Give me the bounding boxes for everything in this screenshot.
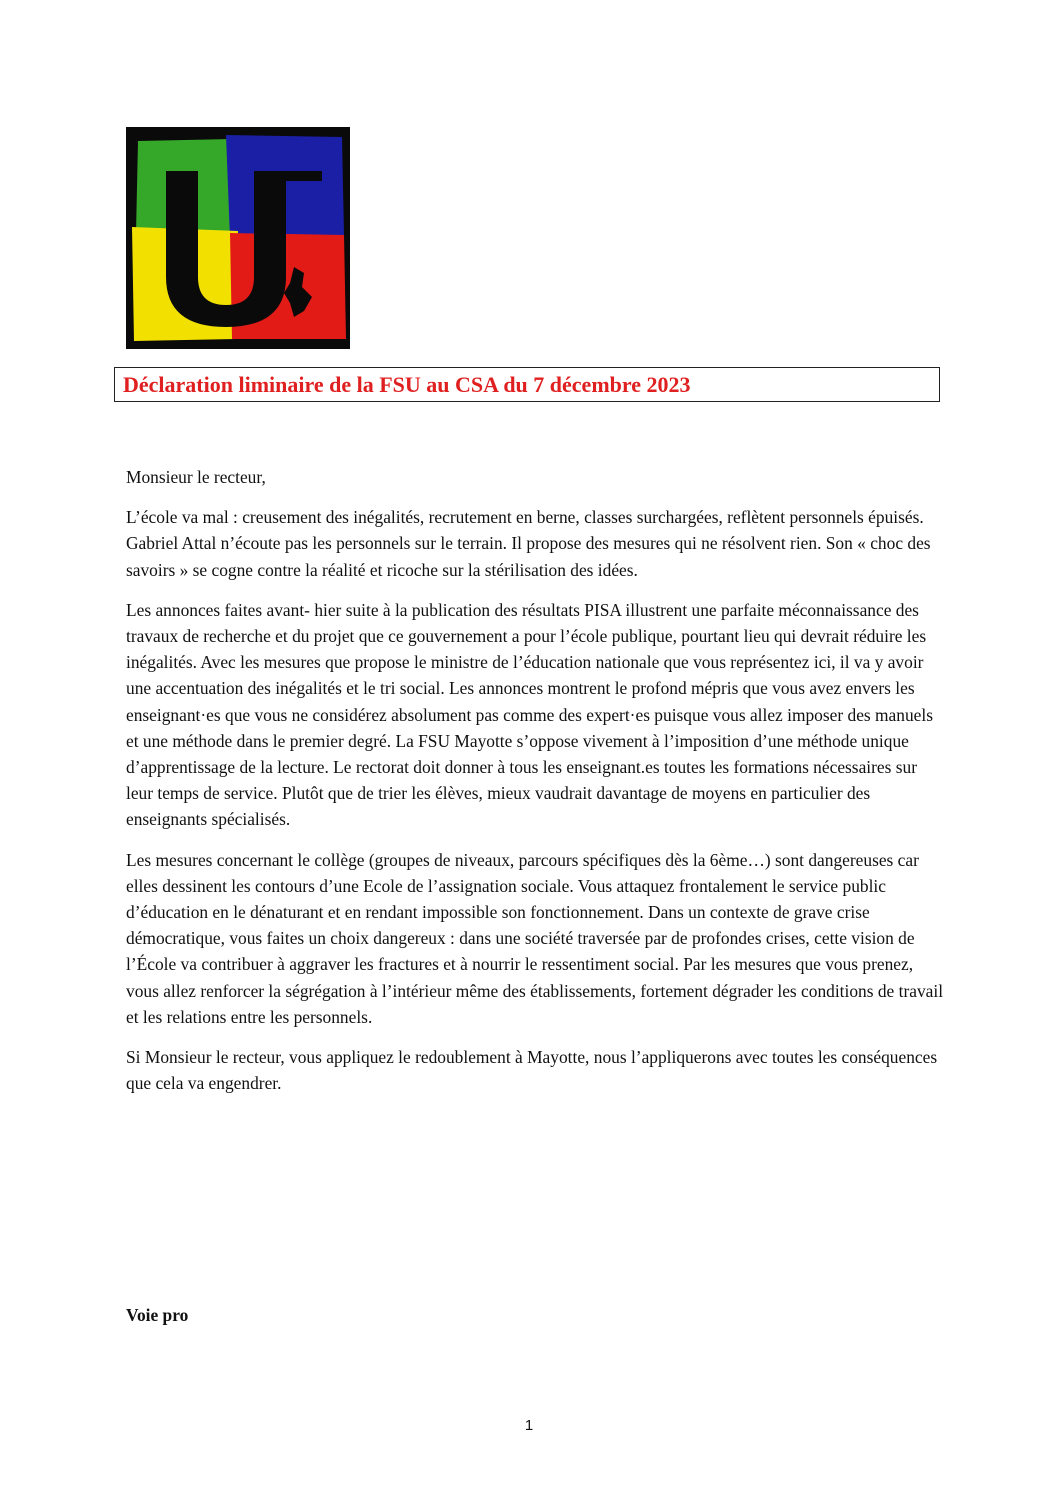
page-number: 1 [524, 1417, 534, 1434]
logo-text: Mayotte [166, 193, 191, 277]
declaration-body [126, 464, 946, 1110]
document-title: Déclaration liminaire de la FSU au CSA du 7 décembre 2023 [123, 372, 691, 397]
fsu-mayotte-logo [126, 127, 350, 349]
salutation: Monsieur le recteur, [126, 467, 266, 487]
logo-graphic [126, 127, 350, 349]
paragraph-1: L’école va mal : creusement des inégalités, recrutement en berne, classes surchargées, reflètent personnels épuisés. Gabriel Attal n’écoute pas les personnels sur le terrain. Il propose des mesures qui ne résolvent rien. Son « choc des savoirs » se cogne contre la réalité et ricoche sur la stérilisation des idées. [126, 507, 931, 580]
section-heading-voie-pro: Voie pro [126, 1305, 189, 1325]
title-box [114, 367, 940, 402]
paragraph-2: Les annonces faites avant- hier suite à la publication des résultats PISA illustrent une parfaite méconnaissance des travaux de recherche et du projet que ce gouvernement a pour l’école publique, pourtant lieu qui devrait réduire les inégalités. Avec les mesures que propose le ministre de l’éducation nationale que vous représentez ici, il va y avoir une accentuation des inégalités et le tri social. Les annonces montrent le profond mépris que vous avez envers les enseignant·es que vous ne considérez absolument pas comme des expert·es puisque vous allez imposer des manuels et une méthode dans le premier degré. La FSU Mayotte s’oppose vivement à l’imposition d’une méthode unique d’apprentissage de la lecture. Le rectorat doit donner à tous les enseignant.es toutes les formations nécessaires sur leur temps de service. Plutôt que de trier les élèves, mieux vaudrait davantage de moyens en particulier des enseignants spécialisés. [126, 599, 933, 830]
paragraph-3: Les mesures concernant le collège (groupes de niveaux, parcours spécifiques dès la 6ème…) sont dangereuses car elles dessinent les contours d’une Ecole de l’assignation sociale. Vous attaquez frontalement le service public d’éducation en le dénaturant et en rendant impossible son fonctionnement. Dans un contexte de grave crise démocratique, vous faites un choix dangereux : dans une société traversée par de profondes crises, cette vision de l’École va contribuer à aggraver les fractures et à nourrir le ressentiment social. Par les mesures que vous prenez, vous allez renforcer la ségrégation à l’intérieur même des établissements, fortement dégrader les conditions de travail et les relations entre les personnels. [126, 849, 944, 1027]
paragraph-4: Si Monsieur le recteur, vous appliquez le redoublement à Mayotte, nous l’appliquerons avec toutes les conséquences que cela va engendrer. [126, 1047, 938, 1094]
